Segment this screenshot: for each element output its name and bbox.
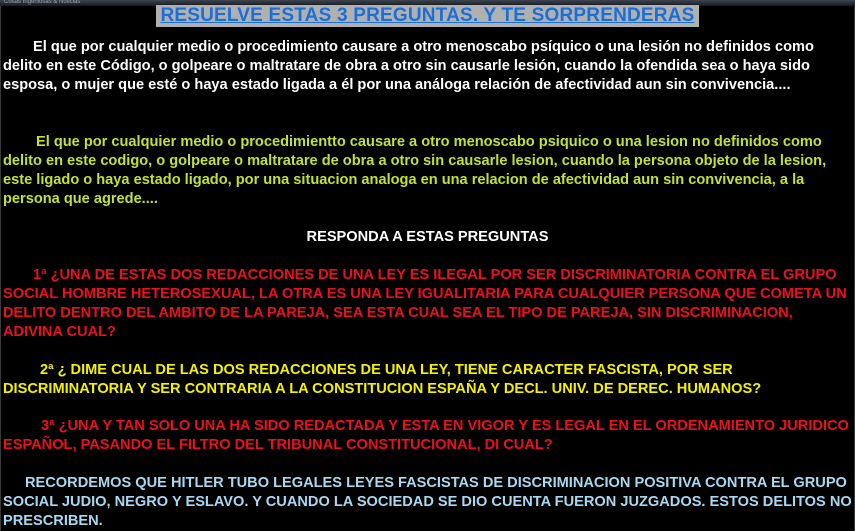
question-1: 1ª ¿UNA DE ESTAS DOS REDACCIONES DE UNA LEY ES ILEGAL POR SER DISCRIMINATORIA CONTRA EL GRUPO SOCIAL HOMBRE HETEROSEXUAL, LA OTRA ES UNA LEY IGUALITARIA PARA CUALQUIER PERSONA QUE COMETA UN DELITO DENTRO DEL AMBITO DE LA PAREJA, SEA ESTA CUAL SEA EL TIPO DE PAREJA, SIN DISCRIMINACION, ADIVINA CUAL? — [3, 267, 847, 340]
closing-note: RECORDEMOS QUE HITLER TUBO LEGALES LEYES FASCISTAS DE DISCRIMINACION POSITIVA CONTRA EL GRUPO SOCIAL JUDIO, NEGRO Y ESLAVO. Y CUANDO LA SOCIEDAD SE DIO CUENTA FUERON JUZGADOS. ESTOS DELITOS NO PRESCRIBEN. — [3, 475, 852, 529]
page-header — [0, 5, 855, 27]
question-3: 3ª ¿UNA Y TAN SOLO UNA HA SIDO REDACTADA Y ESTA EN VIGOR Y ES LEGAL EN EL ORDENAMIENTO JURIDICO ESPAÑOL, PASANDO EL FILTRO DEL TRIBUNAL CONSTITUCIONAL, DI CUAL? — [3, 418, 849, 453]
questions-heading: RESPONDA A ESTAS PREGUNTAS — [306, 229, 549, 245]
page-title: RESUELVE ESTAS 3 PREGUNTAS. Y TE SORPRENDERAS — [156, 5, 698, 27]
window-title: Cosas Ingeniosas & Noticias — [4, 0, 81, 5]
question-2: 2ª ¿ DIME CUAL DE LAS DOS REDACCIONES DE UNA LEY, TIENE CARACTER FASCISTA, POR SER DISCRIMINATORIA Y SER CONTRARIA A LA CONSTITUCION ESPAÑA Y DECL. UNIV. DE DEREC. HUMANOS? — [3, 362, 762, 397]
paragraph-law-text-1: El que por cualquier medio o procedimiento causare a otro menoscabo psíquico o una lesión no definidos como delito en este Código, o golpeare o maltratare de obra a otro sin causarle lesión, cuando la ofendida sea o haya sido esposa, o mujer que esté o haya estado ligada a él por una análoga relación de afectividad aun sin convivencia.... — [3, 39, 814, 93]
paragraph-law-text-2: El que por cualquier medio o procedimientto causare a otro menoscabo psiquico o una lesion no definidos como delito en este codigo, o golpeare o maltratare de obra a otro sin causarle lesion, cuando la persona objeto de la lesion, este ligado o haya estado ligado, por una situacion analoga en una relacion de afectividad aun sin convivencia, a la persona que agrede.... — [3, 134, 827, 207]
